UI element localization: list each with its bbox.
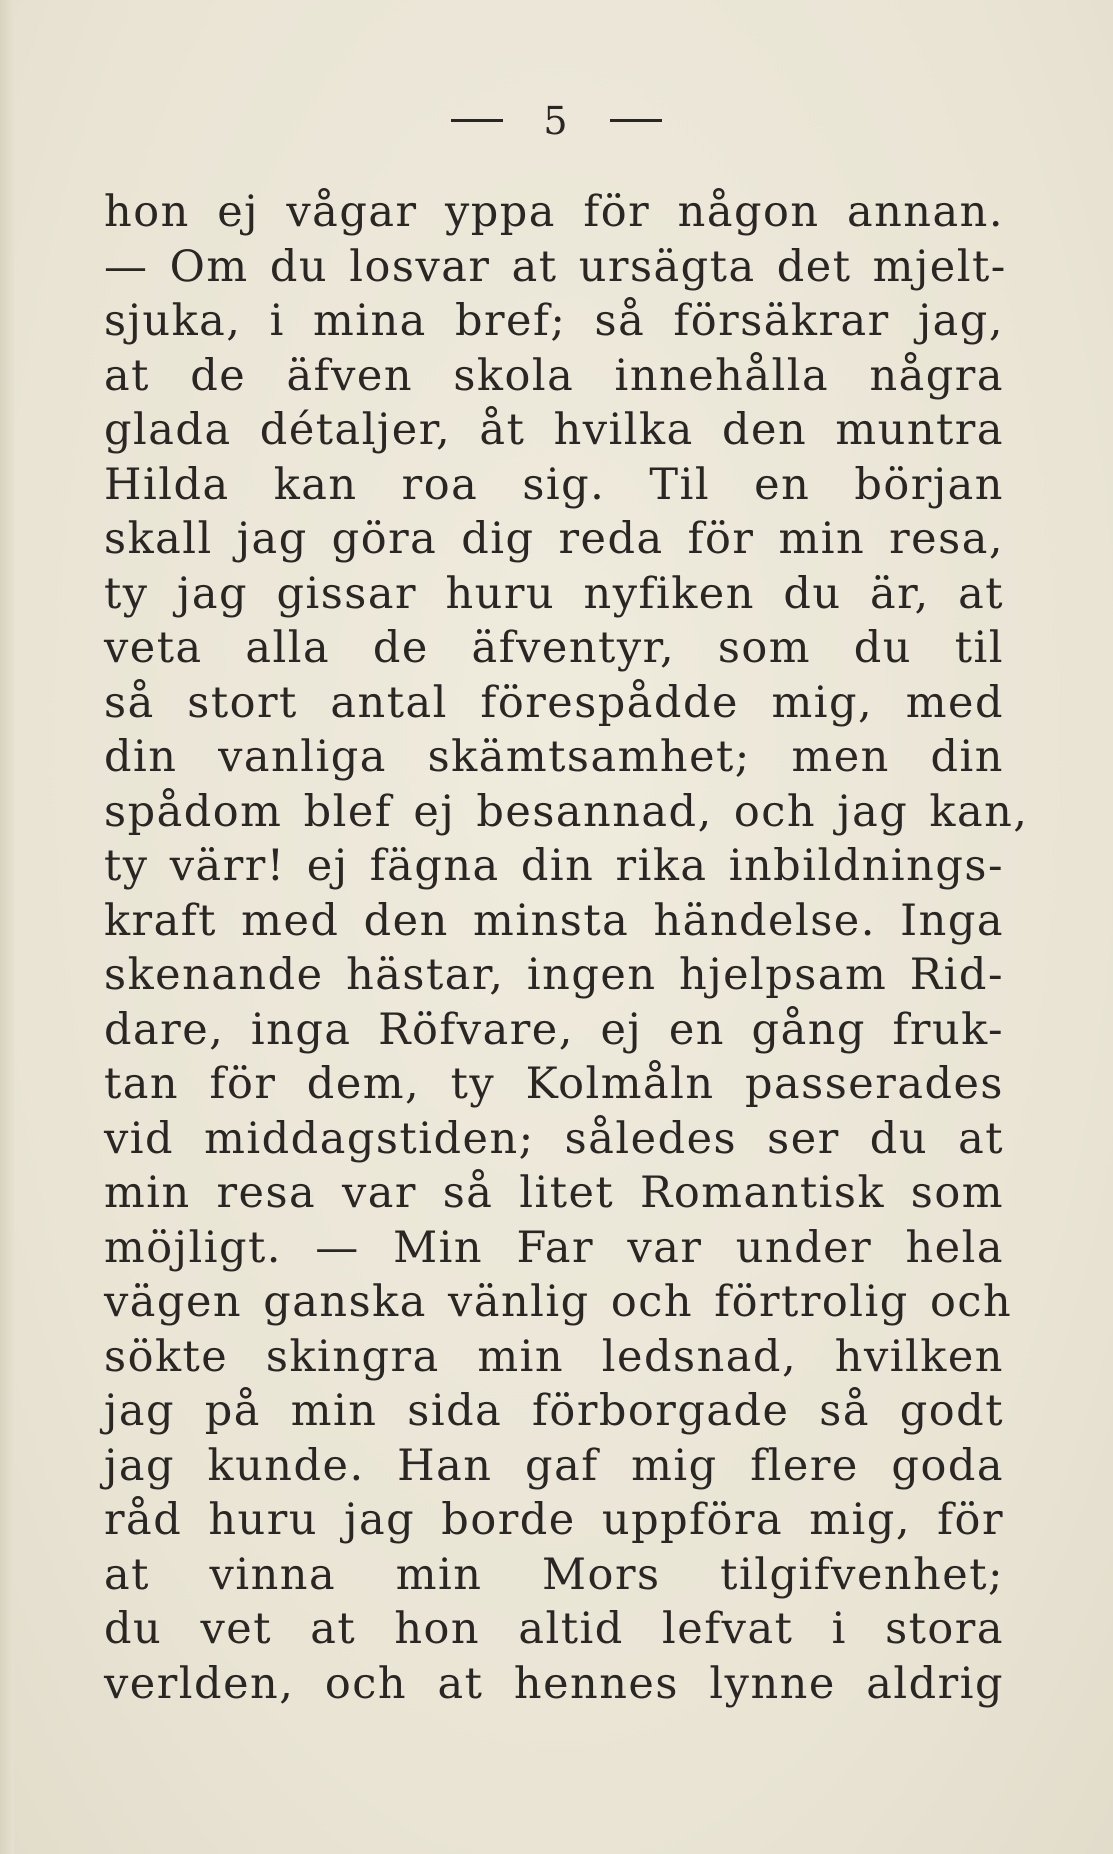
text-line: så stort antal förespådde mig, med [104,677,1004,728]
text-line: vid middagstiden; således ser du at [104,1113,1004,1164]
text-line: jag på min sida förborgade så godt [104,1386,1004,1436]
text-line: skenande hästar, ingen hjelpsam Rid- [104,950,1004,1000]
text-line: ty värr! ej fägna din rika inbildnings- [104,841,1004,891]
text-line: spådom blef ej besannad, och jag kan, [104,786,1029,837]
text-line: kraft med den minsta händelse. Inga [104,895,1004,946]
text-line: — Om du losvar at ursägta det mjelt- [104,241,1007,292]
text-line: sökte skingra min ledsnad, hvilken [104,1331,1004,1382]
text-line: glada détaljer, åt hvilka den muntra [104,405,1004,455]
text-line: råd huru jag borde uppföra mig, för [104,1495,1004,1545]
page-edge [0,0,14,1854]
text-line: jag kunde. Han gaf mig flere goda [104,1440,1004,1491]
text-line: möjligt. — Min Far var under hela [104,1222,1004,1273]
text-line: veta alla de äfventyr, som du til [104,623,1004,673]
page-header [0,95,1113,143]
text-line: sjuka, i mina bref; så försäkrar jag, [104,296,1004,346]
text-line: vägen ganska vänlig och förtrolig och [104,1277,1013,1327]
header-dash-right [610,119,662,122]
page-number: 5 [543,98,570,143]
text-line: verlden, och at hennes lynne aldrig [104,1658,1004,1709]
body-text [104,185,1029,1711]
text-line: dare, inga Röfvare, ej en gång fruk- [104,1004,1004,1055]
text-line: du vet at hon altid lefvat i stora [104,1604,1004,1654]
text-line: min resa var så litet Romantisk som [104,1168,1004,1218]
header-dash-left [451,119,503,122]
text-line: at vinna min Mors tilgifvenhet; [104,1549,1004,1600]
text-line: skall jag göra dig reda för min resa, [104,514,1004,564]
text-line: din vanliga skämtsamhet; men din [104,732,1004,782]
text-line: ty jag gissar huru nyfiken du är, at [104,568,1004,619]
text-line: Hilda kan roa sig. Til en början [104,459,1004,510]
text-line: tan för dem, ty Kolmåln passerades [104,1059,1004,1109]
text-line: hon ej vågar yppa för någon annan. [104,187,1004,237]
text-line: at de äfven skola innehålla några [104,350,1004,401]
